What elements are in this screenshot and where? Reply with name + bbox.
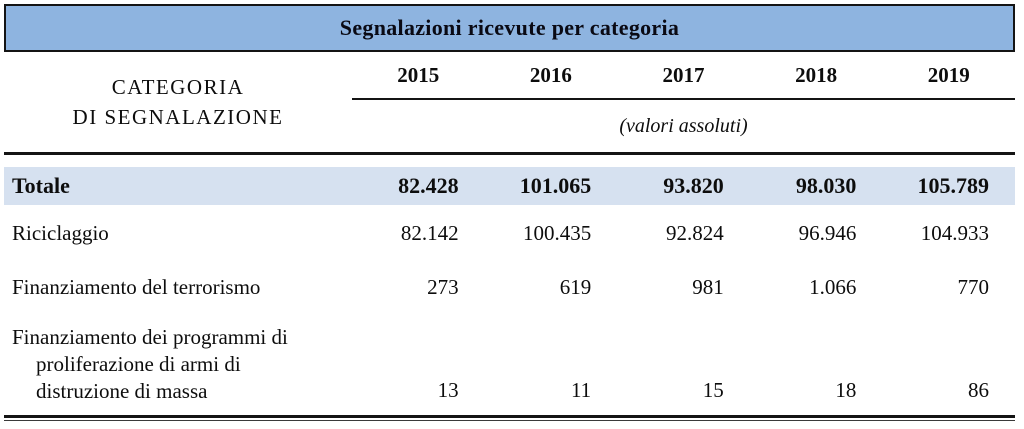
value-cell: 100.435 [522,220,592,245]
table-bottom-rule-thin [4,420,1015,421]
row-label [4,324,352,409]
table-row [4,205,1015,261]
row-label: Totale [12,173,70,198]
category-header-line1: CATEGORIA [111,75,245,99]
year-header: 2016 [529,62,572,87]
years-row [352,52,1015,98]
value-cell: 1.066 [809,274,857,299]
category-header-line2: DI SEGNALAZIONE [72,105,284,129]
value-cell: 86 [968,378,989,402]
value-cell: 981 [692,274,724,299]
row-label: Finanziamento del terrorismo [12,274,261,299]
row-label-line1: Finanziamento dei programmi di [12,325,288,349]
value-cell: 770 [957,274,989,299]
value-cell: 11 [570,378,592,402]
total-row [4,167,1015,205]
value-cell: 96.946 [798,220,857,245]
year-header: 2019 [927,62,970,87]
year-header: 2017 [662,62,705,87]
value-cell: 15 [702,378,724,402]
table-row [4,313,1015,409]
value-cell: 13 [437,378,459,402]
value-cell: 105.789 [917,173,989,198]
year-header: 2018 [795,62,838,87]
table-title-bar [4,4,1015,52]
units-note: (valori assoluti) [619,114,748,137]
row-label-line3: distruzione di massa [36,379,208,403]
year-header: 2015 [397,62,440,87]
report-table [4,4,1015,421]
value-cell: 18 [835,378,857,402]
table-header [4,52,1015,152]
value-cell: 92.824 [666,220,724,245]
table-title: Segnalazioni ricevute per categoria [339,15,680,40]
table-row [4,261,1015,313]
value-cell: 104.933 [920,220,989,245]
row-label: Riciclaggio [12,220,109,245]
value-cell: 82.142 [400,220,459,245]
value-cell: 93.820 [663,173,724,198]
value-cell: 619 [559,274,592,299]
value-cell: 98.030 [795,173,857,198]
value-cell: 82.428 [398,173,459,198]
row-label-line2: proliferazione di armi di [36,352,241,376]
category-column-header [4,52,352,152]
value-cell: 273 [427,274,459,299]
header-body-divider [4,152,1015,155]
value-cell: 101.065 [519,173,592,198]
years-header-area [352,52,1015,152]
